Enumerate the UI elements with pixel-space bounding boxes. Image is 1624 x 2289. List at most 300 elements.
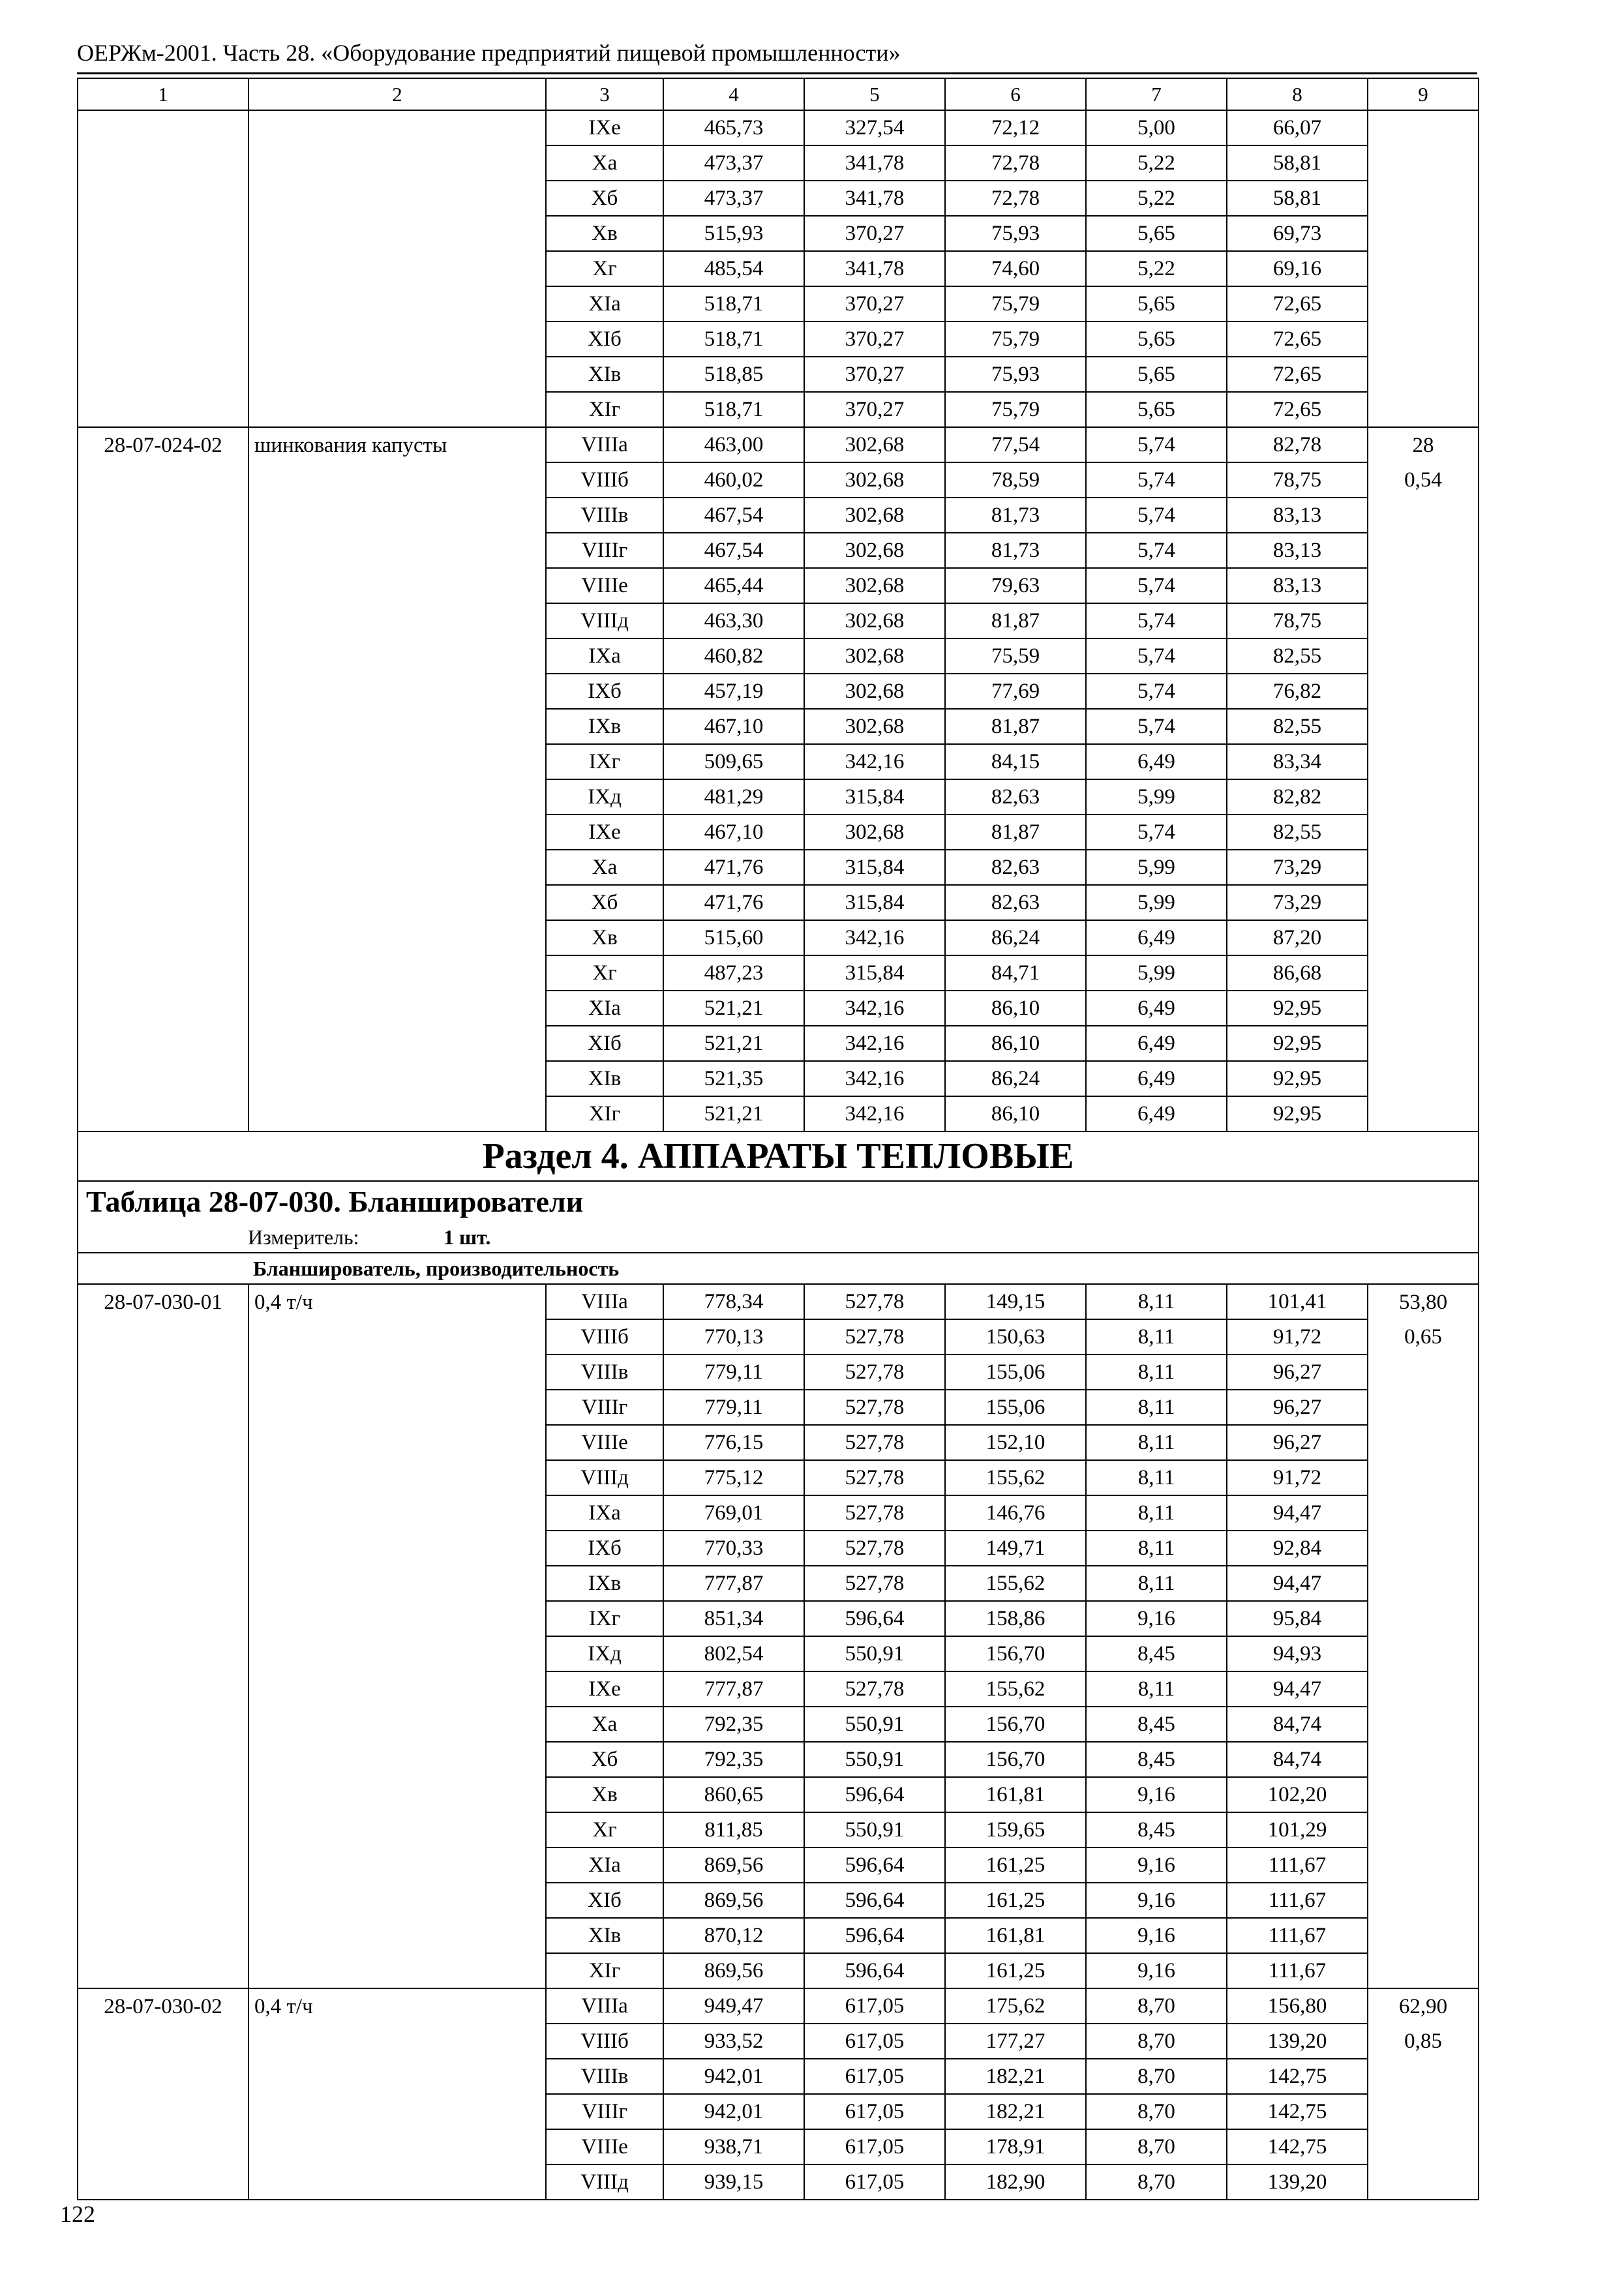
- value-cell: 82,55: [1227, 815, 1368, 850]
- rate-code-cell: [78, 322, 248, 357]
- value-cell: 302,68: [804, 533, 945, 568]
- rate-name-cell: [248, 286, 546, 322]
- value-cell: 8,70: [1086, 2129, 1227, 2164]
- value-cell: 161,81: [945, 1777, 1086, 1812]
- zone-cell: Xв: [546, 920, 663, 955]
- value-cell: 72,65: [1227, 357, 1368, 392]
- rate-name-cell: [248, 2129, 546, 2164]
- table-row: [78, 427, 1479, 462]
- value-cell: 5,65: [1086, 216, 1227, 251]
- value-cell: 596,64: [804, 1918, 945, 1953]
- materials-cell: [1368, 2094, 1479, 2129]
- table-row: [78, 533, 1479, 568]
- value-cell: 949,47: [663, 1988, 804, 2024]
- value-cell: 155,06: [945, 1390, 1086, 1425]
- table-row: [78, 251, 1479, 286]
- rate-name-cell: [248, 392, 546, 427]
- zone-cell: IXб: [546, 674, 663, 709]
- value-cell: 72,65: [1227, 322, 1368, 357]
- value-cell: 111,67: [1227, 1918, 1368, 1953]
- table-row: [78, 181, 1479, 216]
- value-cell: 770,13: [663, 1319, 804, 1354]
- value-cell: 101,41: [1227, 1284, 1368, 1319]
- value-cell: 6,49: [1086, 920, 1227, 955]
- materials-cell: [1368, 1390, 1479, 1425]
- value-cell: 792,35: [663, 1742, 804, 1777]
- value-cell: 146,76: [945, 1495, 1086, 1531]
- column-number-cell: 3: [546, 78, 663, 110]
- value-cell: 617,05: [804, 1988, 945, 2024]
- column-number-cell: 2: [248, 78, 546, 110]
- value-cell: 9,16: [1086, 1777, 1227, 1812]
- rate-name-cell: [248, 568, 546, 603]
- rate-code-cell: [78, 779, 248, 815]
- value-cell: 5,74: [1086, 638, 1227, 674]
- table-row: [78, 955, 1479, 991]
- rate-name-cell: [248, 251, 546, 286]
- zone-cell: XIа: [546, 991, 663, 1026]
- value-cell: 939,15: [663, 2164, 804, 2200]
- materials-cell: [1368, 1531, 1479, 1566]
- value-cell: 942,01: [663, 2094, 804, 2129]
- zone-cell: Xа: [546, 145, 663, 181]
- rate-name-cell: [248, 1742, 546, 1777]
- value-cell: 5,74: [1086, 568, 1227, 603]
- value-cell: 8,45: [1086, 1742, 1227, 1777]
- materials-cell: [1368, 392, 1479, 427]
- rate-name-cell: [248, 357, 546, 392]
- table-row: [78, 462, 1479, 498]
- zone-cell: Xб: [546, 181, 663, 216]
- rate-code-cell: [78, 1495, 248, 1531]
- value-cell: 82,63: [945, 850, 1086, 885]
- rate-name-cell: [248, 1061, 546, 1096]
- value-cell: 769,01: [663, 1495, 804, 1531]
- rate-name-cell: [248, 1460, 546, 1495]
- value-cell: 72,65: [1227, 392, 1368, 427]
- value-cell: 82,55: [1227, 709, 1368, 744]
- value-cell: 75,59: [945, 638, 1086, 674]
- zone-cell: IXг: [546, 744, 663, 779]
- price-table: [77, 78, 1479, 2200]
- value-cell: 779,11: [663, 1354, 804, 1390]
- value-cell: 776,15: [663, 1425, 804, 1460]
- value-cell: 473,37: [663, 181, 804, 216]
- value-cell: 465,73: [663, 110, 804, 145]
- value-cell: 58,81: [1227, 145, 1368, 181]
- value-cell: 142,75: [1227, 2059, 1368, 2094]
- table-row: [78, 885, 1479, 920]
- table-row: [78, 2129, 1479, 2164]
- zone-cell: Xб: [546, 885, 663, 920]
- value-cell: 92,95: [1227, 991, 1368, 1026]
- materials-cell: [1368, 251, 1479, 286]
- table-row: [78, 2164, 1479, 2200]
- rate-code-cell: [78, 568, 248, 603]
- value-cell: 152,10: [945, 1425, 1086, 1460]
- rate-code-cell: [78, 1636, 248, 1671]
- value-cell: 111,67: [1227, 1883, 1368, 1918]
- value-cell: 9,16: [1086, 1953, 1227, 1988]
- value-cell: 5,65: [1086, 357, 1227, 392]
- value-cell: 315,84: [804, 885, 945, 920]
- value-cell: 92,95: [1227, 1026, 1368, 1061]
- zone-cell: IXд: [546, 1636, 663, 1671]
- table-row: [78, 1319, 1479, 1354]
- rate-code-cell: [78, 1096, 248, 1131]
- rate-name-cell: [248, 709, 546, 744]
- value-cell: 327,54: [804, 110, 945, 145]
- value-cell: 161,25: [945, 1953, 1086, 1988]
- rate-code-cell: [78, 1918, 248, 1953]
- rate-code-cell: [78, 1671, 248, 1707]
- table-row: [78, 991, 1479, 1026]
- value-cell: 82,82: [1227, 779, 1368, 815]
- materials-cell: [1368, 709, 1479, 744]
- rate-name-cell: [248, 1425, 546, 1460]
- rate-code-cell: [78, 638, 248, 674]
- value-cell: 77,69: [945, 674, 1086, 709]
- zone-cell: XIа: [546, 1848, 663, 1883]
- value-cell: 527,78: [804, 1460, 945, 1495]
- zone-cell: IXг: [546, 1601, 663, 1636]
- value-cell: 342,16: [804, 991, 945, 1026]
- value-cell: 467,54: [663, 533, 804, 568]
- materials-cell: 0,85: [1368, 2024, 1479, 2059]
- materials-cell: [1368, 955, 1479, 991]
- rate-name-cell: 0,4 т/ч: [248, 1284, 546, 1319]
- value-cell: 92,95: [1227, 1096, 1368, 1131]
- rate-name-cell: [248, 815, 546, 850]
- value-cell: 521,21: [663, 1026, 804, 1061]
- value-cell: 5,74: [1086, 709, 1227, 744]
- materials-cell: [1368, 286, 1479, 322]
- value-cell: 182,21: [945, 2059, 1086, 2094]
- value-cell: 158,86: [945, 1601, 1086, 1636]
- value-cell: 617,05: [804, 2024, 945, 2059]
- rate-code-cell: [78, 955, 248, 991]
- value-cell: 515,93: [663, 216, 804, 251]
- rate-name-cell: [248, 638, 546, 674]
- zone-cell: IXб: [546, 1531, 663, 1566]
- materials-cell: 62,90: [1368, 1988, 1479, 2024]
- value-cell: 155,62: [945, 1671, 1086, 1707]
- value-cell: 5,74: [1086, 674, 1227, 709]
- table-row: [78, 110, 1479, 145]
- rate-name-cell: [248, 1601, 546, 1636]
- value-cell: 527,78: [804, 1284, 945, 1319]
- value-cell: 869,56: [663, 1883, 804, 1918]
- value-cell: 72,78: [945, 181, 1086, 216]
- rate-name-cell: [248, 1096, 546, 1131]
- value-cell: 86,10: [945, 991, 1086, 1026]
- zone-cell: Xа: [546, 1707, 663, 1742]
- rate-code-cell: [78, 216, 248, 251]
- materials-cell: 28: [1368, 427, 1479, 462]
- value-cell: 342,16: [804, 920, 945, 955]
- value-cell: 8,11: [1086, 1284, 1227, 1319]
- materials-cell: [1368, 603, 1479, 638]
- value-cell: 73,29: [1227, 850, 1368, 885]
- value-cell: 457,19: [663, 674, 804, 709]
- value-cell: 302,68: [804, 709, 945, 744]
- rate-code-cell: [78, 1566, 248, 1601]
- rate-code-cell: [78, 850, 248, 885]
- value-cell: 485,54: [663, 251, 804, 286]
- rate-name-cell: [248, 1812, 546, 1848]
- rate-name-cell: [248, 2094, 546, 2129]
- value-cell: 8,45: [1086, 1636, 1227, 1671]
- value-cell: 778,34: [663, 1284, 804, 1319]
- value-cell: 69,16: [1227, 251, 1368, 286]
- materials-cell: [1368, 1354, 1479, 1390]
- value-cell: 149,15: [945, 1284, 1086, 1319]
- value-cell: 550,91: [804, 1812, 945, 1848]
- value-cell: 302,68: [804, 603, 945, 638]
- value-cell: 8,70: [1086, 2024, 1227, 2059]
- rate-code-cell: [78, 392, 248, 427]
- value-cell: 58,81: [1227, 181, 1368, 216]
- materials-cell: [1368, 1096, 1479, 1131]
- zone-cell: XIг: [546, 1096, 663, 1131]
- value-cell: 139,20: [1227, 2164, 1368, 2200]
- zone-cell: VIIIг: [546, 1390, 663, 1425]
- value-cell: 96,27: [1227, 1425, 1368, 1460]
- materials-cell: [1368, 533, 1479, 568]
- value-cell: 527,78: [804, 1319, 945, 1354]
- value-cell: 6,49: [1086, 991, 1227, 1026]
- value-cell: 938,71: [663, 2129, 804, 2164]
- materials-cell: [1368, 1601, 1479, 1636]
- value-cell: 315,84: [804, 779, 945, 815]
- materials-cell: [1368, 815, 1479, 850]
- value-cell: 96,27: [1227, 1354, 1368, 1390]
- zone-cell: VIIIд: [546, 603, 663, 638]
- value-cell: 81,73: [945, 498, 1086, 533]
- rate-code-cell: [78, 286, 248, 322]
- value-cell: 94,47: [1227, 1671, 1368, 1707]
- materials-cell: 0,54: [1368, 462, 1479, 498]
- zone-cell: XIв: [546, 1061, 663, 1096]
- rate-name-cell: [248, 1636, 546, 1671]
- value-cell: 617,05: [804, 2094, 945, 2129]
- value-cell: 5,99: [1086, 885, 1227, 920]
- value-cell: 94,47: [1227, 1495, 1368, 1531]
- value-cell: 182,90: [945, 2164, 1086, 2200]
- rate-name-cell: [248, 920, 546, 955]
- rate-name-cell: [248, 1777, 546, 1812]
- value-cell: 83,13: [1227, 533, 1368, 568]
- value-cell: 473,37: [663, 145, 804, 181]
- column-number-row: [78, 78, 1479, 110]
- zone-cell: VIIIд: [546, 2164, 663, 2200]
- value-cell: 96,27: [1227, 1390, 1368, 1425]
- value-cell: 521,21: [663, 1096, 804, 1131]
- rate-name-cell: [248, 181, 546, 216]
- rate-code-cell: [78, 674, 248, 709]
- value-cell: 82,63: [945, 885, 1086, 920]
- table-row: [78, 674, 1479, 709]
- value-cell: 515,60: [663, 920, 804, 955]
- zone-cell: IXв: [546, 1566, 663, 1601]
- table-row: [78, 779, 1479, 815]
- value-cell: 142,75: [1227, 2094, 1368, 2129]
- materials-cell: [1368, 1707, 1479, 1742]
- value-cell: 72,12: [945, 110, 1086, 145]
- materials-cell: [1368, 1883, 1479, 1918]
- materials-cell: [1368, 850, 1479, 885]
- table-row: [78, 2094, 1479, 2129]
- rate-code-cell: [78, 1460, 248, 1495]
- value-cell: 302,68: [804, 498, 945, 533]
- table-row: [78, 1096, 1479, 1131]
- value-cell: 8,70: [1086, 2094, 1227, 2129]
- value-cell: 82,78: [1227, 427, 1368, 462]
- table-row: [78, 2024, 1479, 2059]
- zone-cell: Xа: [546, 850, 663, 885]
- table-row: [78, 1354, 1479, 1390]
- value-cell: 84,74: [1227, 1742, 1368, 1777]
- rate-code-cell: [78, 1390, 248, 1425]
- value-cell: 471,76: [663, 885, 804, 920]
- rate-name-cell: [248, 674, 546, 709]
- value-cell: 370,27: [804, 392, 945, 427]
- value-cell: 155,62: [945, 1566, 1086, 1601]
- group-title: Бланширователь, производительность: [78, 1253, 1479, 1284]
- rate-code-cell: [78, 1707, 248, 1742]
- value-cell: 5,65: [1086, 286, 1227, 322]
- table-row: [78, 1531, 1479, 1566]
- zone-cell: Xб: [546, 1742, 663, 1777]
- rate-name-cell: [248, 2059, 546, 2094]
- rate-name-cell: [248, 1026, 546, 1061]
- zone-cell: IXа: [546, 1495, 663, 1531]
- table-row: [78, 357, 1479, 392]
- value-cell: 156,70: [945, 1636, 1086, 1671]
- table-row: [78, 1742, 1479, 1777]
- value-cell: 463,00: [663, 427, 804, 462]
- value-cell: 942,01: [663, 2059, 804, 2094]
- materials-cell: [1368, 991, 1479, 1026]
- materials-cell: [1368, 1777, 1479, 1812]
- column-number-cell: 8: [1227, 78, 1368, 110]
- value-cell: 460,02: [663, 462, 804, 498]
- column-number-cell: 1: [78, 78, 248, 110]
- value-cell: 84,71: [945, 955, 1086, 991]
- value-cell: 78,75: [1227, 603, 1368, 638]
- value-cell: 342,16: [804, 744, 945, 779]
- value-cell: 8,11: [1086, 1531, 1227, 1566]
- table-row: [78, 1848, 1479, 1883]
- materials-cell: [1368, 779, 1479, 815]
- value-cell: 518,71: [663, 322, 804, 357]
- table-row: [78, 1777, 1479, 1812]
- value-cell: 161,25: [945, 1883, 1086, 1918]
- rate-code-cell: [78, 1531, 248, 1566]
- value-cell: 527,78: [804, 1531, 945, 1566]
- value-cell: 302,68: [804, 462, 945, 498]
- zone-cell: VIIIе: [546, 568, 663, 603]
- value-cell: 550,91: [804, 1742, 945, 1777]
- value-cell: 370,27: [804, 216, 945, 251]
- zone-cell: VIIIа: [546, 1284, 663, 1319]
- value-cell: 792,35: [663, 1707, 804, 1742]
- materials-cell: [1368, 1061, 1479, 1096]
- zone-cell: Xг: [546, 955, 663, 991]
- rate-name-cell: [248, 1883, 546, 1918]
- value-cell: 869,56: [663, 1953, 804, 1988]
- materials-cell: [1368, 2164, 1479, 2200]
- zone-cell: IXд: [546, 779, 663, 815]
- materials-cell: [1368, 1848, 1479, 1883]
- meter-cell: [78, 1222, 1479, 1253]
- value-cell: 82,55: [1227, 638, 1368, 674]
- value-cell: 596,64: [804, 1601, 945, 1636]
- value-cell: 596,64: [804, 1777, 945, 1812]
- value-cell: 596,64: [804, 1953, 945, 1988]
- value-cell: 527,78: [804, 1566, 945, 1601]
- rate-name-cell: [248, 2024, 546, 2059]
- rate-code-cell: [78, 145, 248, 181]
- value-cell: 86,10: [945, 1026, 1086, 1061]
- value-cell: 777,87: [663, 1566, 804, 1601]
- value-cell: 75,79: [945, 392, 1086, 427]
- value-cell: 86,24: [945, 1061, 1086, 1096]
- zone-cell: Xг: [546, 251, 663, 286]
- materials-cell: [1368, 1742, 1479, 1777]
- table-row: [78, 1812, 1479, 1848]
- zone-cell: XIб: [546, 1883, 663, 1918]
- value-cell: 91,72: [1227, 1460, 1368, 1495]
- zone-cell: IXв: [546, 709, 663, 744]
- zone-cell: VIIIб: [546, 2024, 663, 2059]
- materials-cell: [1368, 145, 1479, 181]
- zone-cell: XIг: [546, 392, 663, 427]
- value-cell: 72,65: [1227, 286, 1368, 322]
- rate-code-cell: [78, 110, 248, 145]
- rate-name-cell: [248, 850, 546, 885]
- value-cell: 5,74: [1086, 533, 1227, 568]
- table-row: [78, 392, 1479, 427]
- value-cell: 92,84: [1227, 1531, 1368, 1566]
- value-cell: 342,16: [804, 1026, 945, 1061]
- rate-code-cell: [78, 1425, 248, 1460]
- value-cell: 869,56: [663, 1848, 804, 1883]
- value-cell: 550,91: [804, 1707, 945, 1742]
- rate-name-cell: [248, 498, 546, 533]
- value-cell: 156,80: [1227, 1988, 1368, 2024]
- value-cell: 78,59: [945, 462, 1086, 498]
- rate-code-cell: [78, 462, 248, 498]
- materials-cell: 0,65: [1368, 1319, 1479, 1354]
- value-cell: 370,27: [804, 357, 945, 392]
- value-cell: 178,91: [945, 2129, 1086, 2164]
- rate-name-cell: [248, 2164, 546, 2200]
- zone-cell: XIв: [546, 357, 663, 392]
- table-row: [78, 322, 1479, 357]
- value-cell: 86,68: [1227, 955, 1368, 991]
- rate-name-cell: [248, 1531, 546, 1566]
- section-title: Раздел 4. АППАРАТЫ ТЕПЛОВЫЕ: [78, 1131, 1479, 1181]
- value-cell: 527,78: [804, 1495, 945, 1531]
- value-cell: 8,11: [1086, 1460, 1227, 1495]
- value-cell: 481,29: [663, 779, 804, 815]
- table-row: [78, 1460, 1479, 1495]
- rate-name-cell: [248, 322, 546, 357]
- value-cell: 527,78: [804, 1390, 945, 1425]
- value-cell: 5,65: [1086, 392, 1227, 427]
- materials-cell: [1368, 885, 1479, 920]
